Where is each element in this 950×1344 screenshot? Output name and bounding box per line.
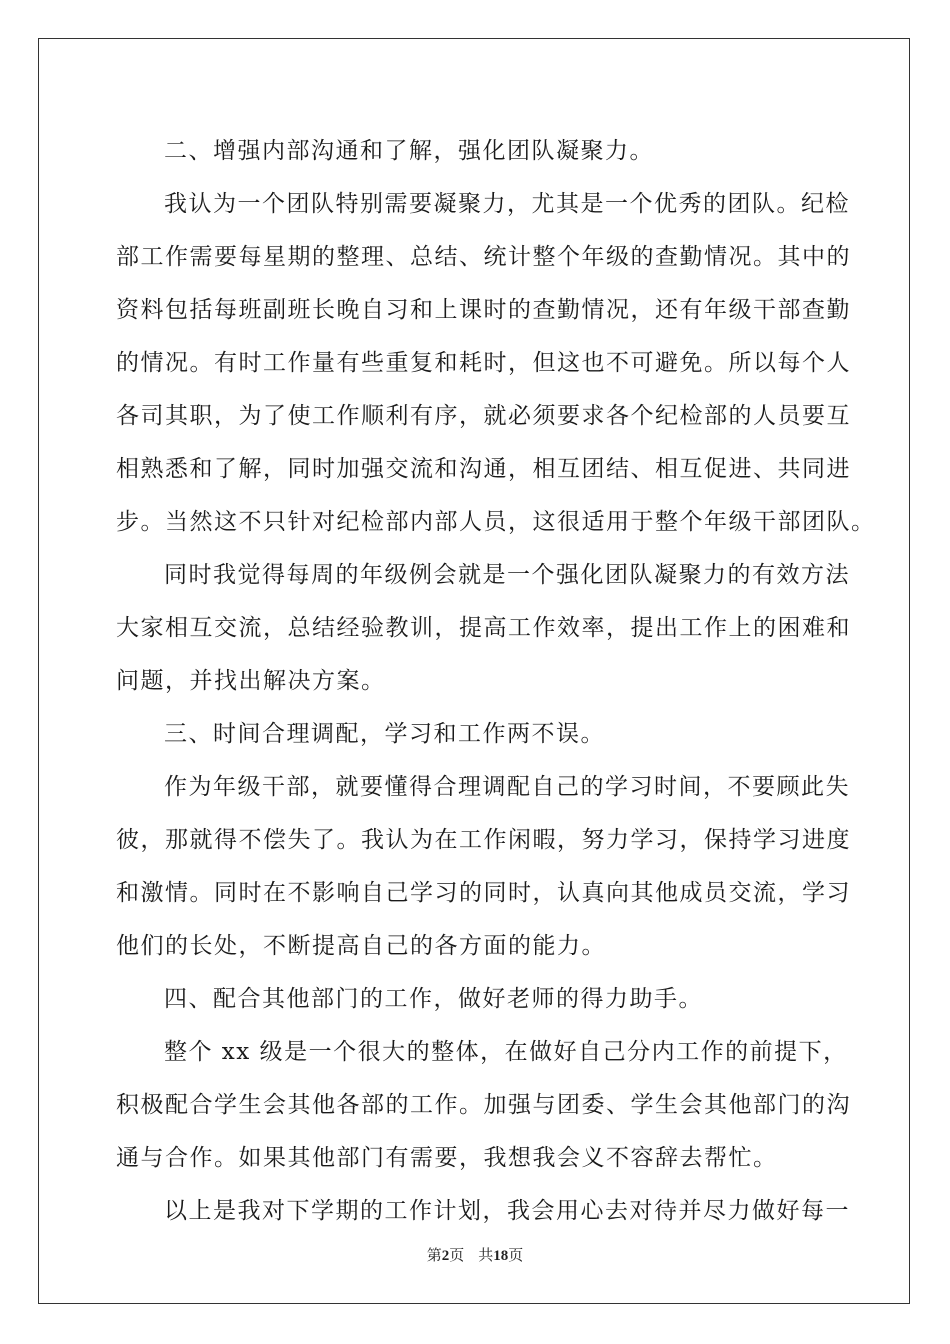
paragraph-line: 各司其职，为了使工作顺利有序，就必须要求各个纪检部的人员要互 bbox=[116, 403, 851, 429]
heading-4: 四、配合其他部门的工作，做好老师的得力助手。 bbox=[164, 986, 703, 1012]
paragraph-line: 彼，那就得不偿失了。我认为在工作闲暇，努力学习，保持学习进度 bbox=[116, 827, 851, 853]
paragraph-line: 通与合作。如果其他部门有需要，我想我会义不容辞去帮忙。 bbox=[116, 1145, 778, 1171]
heading-3: 三、时间合理调配，学习和工作两不误。 bbox=[164, 721, 605, 747]
paragraph-line: 大家相互交流，总结经验教训，提高工作效率，提出工作上的困难和 bbox=[116, 615, 851, 641]
total-label-prefix: 共 bbox=[478, 1248, 494, 1264]
paragraph-line: 问题，并找出解决方案。 bbox=[116, 668, 386, 694]
paragraph-line: 步。当然这不只针对纪检部内部人员，这很适用于整个年级干部团队。 bbox=[116, 509, 876, 535]
page-label-prefix: 第 bbox=[426, 1248, 442, 1264]
paragraph-line: 的情况。有时工作量有些重复和耗时，但这也不可避免。所以每个人 bbox=[116, 350, 851, 376]
paragraph-line: 他们的长处，不断提高自己的各方面的能力。 bbox=[116, 933, 606, 959]
current-page-number: 2 bbox=[441, 1248, 450, 1264]
paragraph-line: 资料包括每班副班长晚自习和上课时的查勤情况，还有年级干部查勤 bbox=[116, 297, 851, 323]
paragraph-line: 以上是我对下学期的工作计划，我会用心去对待并尽力做好每一 bbox=[164, 1198, 850, 1224]
paragraph-line: 整个 xx 级是一个很大的整体，在做好自己分内工作的前提下， bbox=[164, 1039, 848, 1065]
total-label-suffix: 页 bbox=[508, 1248, 524, 1264]
page-footer bbox=[0, 1244, 950, 1265]
paragraph-line: 我认为一个团队特别需要凝聚力，尤其是一个优秀的团队。纪检 bbox=[164, 191, 850, 217]
document-body bbox=[116, 125, 876, 1238]
paragraph-line: 相熟悉和了解，同时加强交流和沟通，相互团结、相互促进、共同进 bbox=[116, 456, 851, 482]
paragraph-line: 和激情。同时在不影响自己学习的同时，认真向其他成员交流，学习 bbox=[116, 880, 851, 906]
paragraph-line: 积极配合学生会其他各部的工作。加强与团委、学生会其他部门的沟 bbox=[116, 1092, 851, 1118]
paragraph-line: 部工作需要每星期的整理、总结、统计整个年级的查勤情况。其中的 bbox=[116, 244, 851, 270]
paragraph-line: 作为年级干部，就要懂得合理调配自己的学习时间，不要顾此失 bbox=[164, 774, 850, 800]
page-label-suffix: 页 bbox=[449, 1248, 465, 1264]
paragraph-line: 同时我觉得每周的年级例会就是一个强化团队凝聚力的有效方法 bbox=[164, 562, 850, 588]
heading-2: 二、增强内部沟通和了解，强化团队凝聚力。 bbox=[164, 138, 654, 164]
total-page-count: 18 bbox=[493, 1248, 509, 1264]
